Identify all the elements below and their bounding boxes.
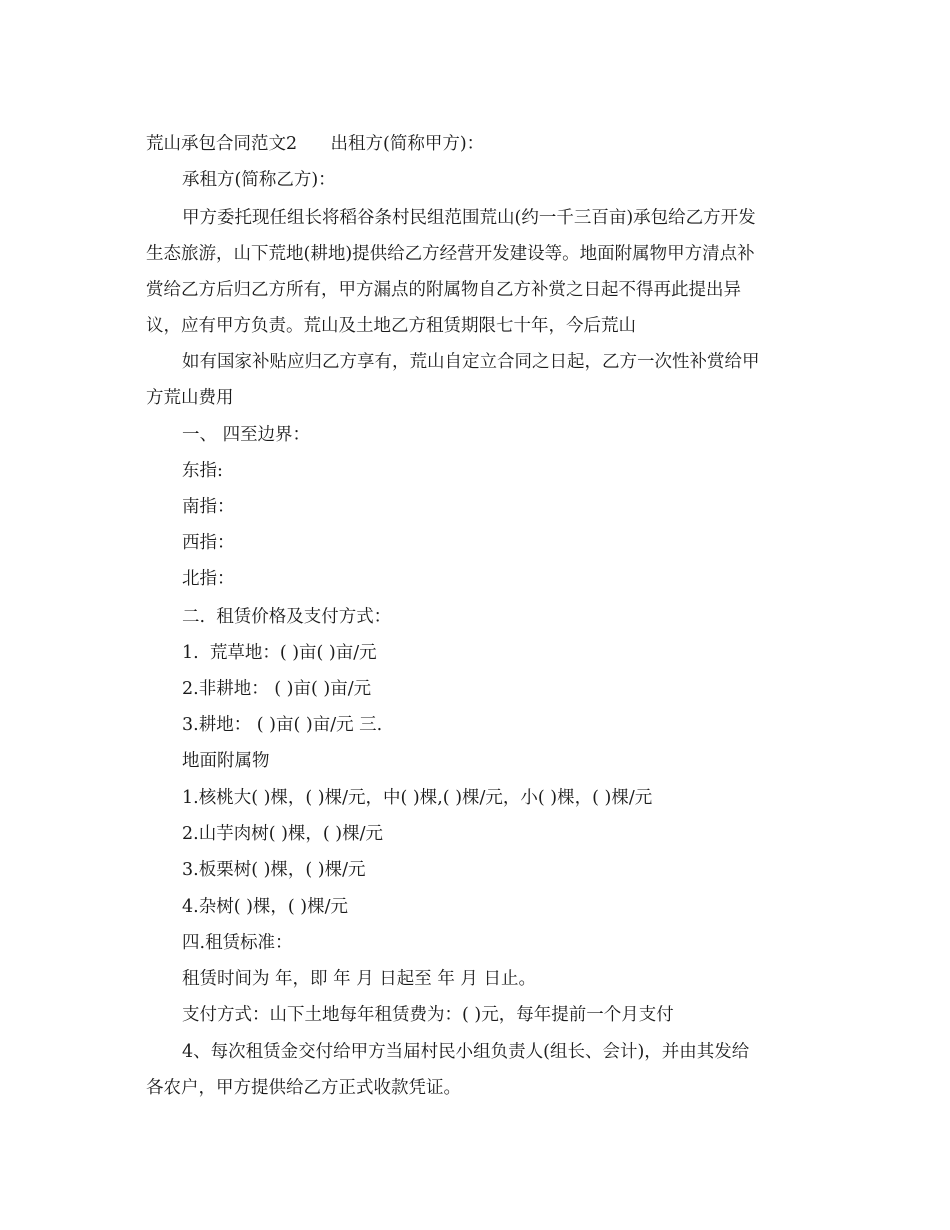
boundary-north: 北指：	[182, 569, 235, 589]
paragraph-line: 如有国家补贴应归乙方享有，荒山自定立合同之日起，乙方一次性补赏给甲	[182, 352, 760, 372]
rental-period-line: 租赁时间为 年，即 年 月 日起至 年 月 日止。	[182, 969, 536, 989]
paragraph-line: 4、每次租赁金交付给甲方当届村民小组负责人(组长、会计)，并由其发给	[182, 1042, 750, 1062]
price-item: 2.非耕地： ( )亩( )亩/元	[182, 679, 372, 699]
boundary-south: 南指：	[182, 497, 235, 517]
section-heading-boundaries: 一、 四至边界：	[182, 425, 311, 445]
section-heading-attachments: 地面附属物	[182, 751, 270, 771]
price-item: 3.耕地： ( )亩( )亩/元 三.	[182, 715, 383, 735]
price-item: 1. 荒草地：( )亩( )亩/元	[182, 643, 377, 663]
paragraph-line: 各农户，甲方提供给乙方正式收款凭证。	[146, 1078, 461, 1098]
paragraph-line: 议，应有甲方负责。荒山及土地乙方租赁期限七十年，今后荒山	[146, 316, 636, 336]
paragraph-line: 生态旅游，山下荒地(耕地)提供给乙方经营开发建设等。地面附属物甲方清点补	[146, 244, 755, 264]
attachment-item: 2.山芋肉树( )棵，( )棵/元	[182, 824, 384, 844]
paragraph-line: 方荒山费用	[146, 388, 234, 408]
paragraph-line: 赏给乙方后归乙方所有，甲方漏点的附属物自乙方补赏之日起不得再此提出异	[146, 280, 741, 300]
section-heading-standard: 四.租赁标准：	[182, 933, 293, 953]
boundary-east: 东指:	[182, 461, 223, 481]
document-title-line: 荒山承包合同范文2 出租方(简称甲方)：	[146, 134, 485, 154]
boundary-west: 西指：	[182, 533, 235, 553]
payment-method-line: 支付方式：山下土地每年租赁费为：( )元，每年提前一个月支付	[182, 1005, 674, 1025]
attachment-item: 1.核桃大( )棵，( )棵/元，中( )棵,( )棵/元，小( )棵，( )棵/元	[182, 788, 653, 808]
attachment-item: 4.杂树( )棵，( )棵/元	[182, 897, 349, 917]
paragraph-line: 甲方委托现任组长将稻谷条村民组范围荒山(约一千三百亩)承包给乙方开发	[182, 208, 756, 228]
lessee-line: 承租方(简称乙方)：	[182, 170, 336, 190]
section-heading-price: 二. 租赁价格及支付方式：	[182, 607, 392, 627]
attachment-item: 3.板栗树( )棵，( )棵/元	[182, 860, 366, 880]
